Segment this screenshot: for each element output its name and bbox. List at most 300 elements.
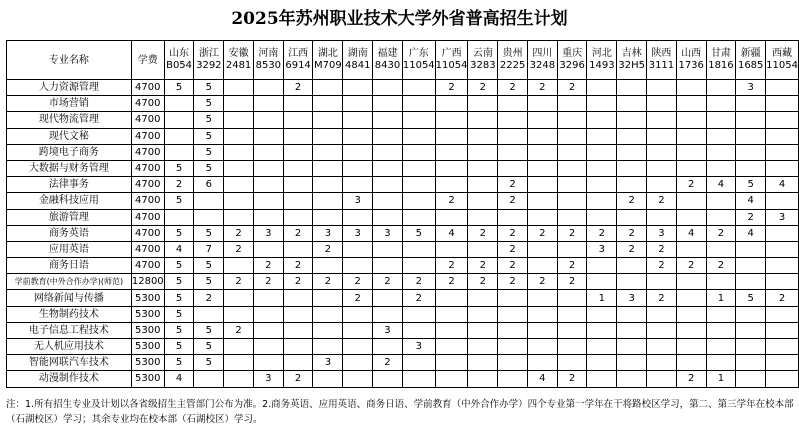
quota-cell — [647, 177, 677, 193]
quota-cell — [617, 128, 647, 144]
quota-cell — [557, 355, 587, 371]
quota-cell: 5 — [194, 339, 224, 355]
quota-cell — [283, 96, 313, 112]
quota-cell — [402, 193, 435, 209]
quota-cell — [283, 144, 313, 160]
tuition-fee: 5300 — [131, 306, 164, 322]
quota-cell — [557, 241, 587, 257]
quota-cell: 4 — [164, 241, 194, 257]
province-name: 贵州 — [502, 48, 523, 59]
quota-cell: 5 — [194, 80, 224, 96]
tuition-fee: 4700 — [131, 241, 164, 257]
quota-cell — [343, 144, 373, 160]
province-name: 山东 — [169, 48, 190, 59]
quota-cell — [766, 355, 799, 371]
quota-cell — [343, 112, 373, 128]
province-name: 湖南 — [347, 48, 368, 59]
quota-cell — [527, 339, 557, 355]
quota-cell — [676, 355, 706, 371]
province-name: 河北 — [591, 48, 612, 59]
table-header-row — [7, 41, 799, 80]
table-row — [7, 144, 799, 160]
quota-cell: 3 — [373, 322, 403, 338]
quota-cell — [736, 128, 766, 144]
quota-cell — [253, 241, 283, 257]
header-province — [224, 41, 254, 80]
quota-cell — [736, 274, 766, 290]
province-name: 广西 — [441, 48, 462, 59]
major-name: 现代物流管理 — [7, 112, 132, 128]
quota-cell: 2 — [766, 290, 799, 306]
quota-cell — [343, 258, 373, 274]
province-name: 湖北 — [317, 48, 338, 59]
quota-cell — [402, 322, 435, 338]
major-name: 市场营销 — [7, 96, 132, 112]
major-name: 旅游管理 — [7, 209, 132, 225]
quota-cell — [706, 80, 736, 96]
quota-cell: 7 — [194, 241, 224, 257]
quota-cell — [706, 322, 736, 338]
quota-cell — [706, 209, 736, 225]
quota-cell: 2 — [736, 209, 766, 225]
header-province — [313, 41, 343, 80]
header-province — [283, 41, 313, 80]
quota-cell — [343, 160, 373, 176]
quota-cell — [647, 128, 677, 144]
quota-cell: 2 — [676, 258, 706, 274]
quota-cell — [527, 193, 557, 209]
quota-cell: 5 — [164, 339, 194, 355]
quota-cell: 2 — [402, 274, 435, 290]
quota-cell — [373, 96, 403, 112]
quota-cell — [402, 144, 435, 160]
quota-cell — [468, 177, 498, 193]
quota-cell — [468, 144, 498, 160]
quota-cell — [435, 306, 468, 322]
quota-cell: 3 — [617, 290, 647, 306]
major-name: 法律事务 — [7, 177, 132, 193]
quota-cell — [527, 306, 557, 322]
quota-cell — [224, 355, 254, 371]
header-province — [498, 41, 528, 80]
table-row — [7, 160, 799, 176]
quota-cell — [587, 355, 617, 371]
tuition-fee: 5300 — [131, 355, 164, 371]
quota-cell — [766, 193, 799, 209]
quota-cell — [402, 258, 435, 274]
tuition-fee: 5300 — [131, 371, 164, 387]
quota-cell — [766, 274, 799, 290]
quota-cell: 2 — [647, 258, 677, 274]
quota-cell — [283, 209, 313, 225]
province-code: 3248 — [529, 60, 556, 71]
quota-cell — [587, 306, 617, 322]
header-province — [468, 41, 498, 80]
table-row — [7, 225, 799, 241]
quota-cell: 2 — [647, 241, 677, 257]
province-code: 8530 — [255, 60, 282, 71]
quota-cell — [557, 290, 587, 306]
quota-cell — [164, 209, 194, 225]
table-row — [7, 177, 799, 193]
quota-cell — [373, 306, 403, 322]
quota-cell — [468, 306, 498, 322]
quota-cell: 2 — [527, 80, 557, 96]
quota-cell — [283, 339, 313, 355]
quota-cell — [224, 160, 254, 176]
quota-cell — [402, 160, 435, 176]
header-province — [617, 41, 647, 80]
quota-cell: 2 — [253, 274, 283, 290]
quota-cell — [736, 96, 766, 112]
quota-cell — [498, 144, 528, 160]
table-row — [7, 128, 799, 144]
province-name: 河南 — [258, 48, 279, 59]
quota-cell — [253, 112, 283, 128]
quota-cell — [617, 209, 647, 225]
quota-cell: 2 — [468, 225, 498, 241]
quota-cell: 3 — [402, 339, 435, 355]
province-code: 1736 — [678, 60, 704, 71]
quota-cell — [617, 144, 647, 160]
quota-cell — [557, 322, 587, 338]
quota-cell: 5 — [164, 322, 194, 338]
quota-cell — [343, 128, 373, 144]
table-row — [7, 96, 799, 112]
quota-cell — [557, 160, 587, 176]
quota-cell — [435, 339, 468, 355]
quota-cell — [766, 306, 799, 322]
quota-cell — [676, 80, 706, 96]
quota-cell — [587, 322, 617, 338]
quota-cell — [313, 177, 343, 193]
quota-cell — [647, 209, 677, 225]
quota-cell — [253, 144, 283, 160]
quota-cell — [402, 355, 435, 371]
quota-cell — [164, 96, 194, 112]
quota-cell — [373, 177, 403, 193]
header-major: 专业名称 — [7, 41, 132, 80]
quota-cell — [224, 306, 254, 322]
quota-cell: 5 — [194, 160, 224, 176]
quota-cell: 2 — [194, 290, 224, 306]
major-name: 人力资源管理 — [7, 80, 132, 96]
tuition-fee: 4700 — [131, 80, 164, 96]
quota-cell — [402, 112, 435, 128]
header-province — [435, 41, 468, 80]
quota-cell — [253, 290, 283, 306]
quota-cell — [617, 371, 647, 387]
province-code: 3292 — [196, 60, 222, 71]
quota-cell — [617, 339, 647, 355]
quota-cell: 2 — [527, 274, 557, 290]
quota-cell — [527, 128, 557, 144]
quota-cell: 3 — [766, 209, 799, 225]
quota-cell: 2 — [224, 241, 254, 257]
quota-cell — [617, 306, 647, 322]
quota-cell — [766, 241, 799, 257]
quota-cell: 3 — [736, 80, 766, 96]
quota-cell: 3 — [313, 355, 343, 371]
province-code: 32H5 — [618, 60, 645, 71]
quota-cell — [224, 209, 254, 225]
quota-cell — [283, 306, 313, 322]
quota-cell: 2 — [224, 274, 254, 290]
quota-cell — [435, 160, 468, 176]
quota-cell — [373, 241, 403, 257]
quota-cell — [343, 306, 373, 322]
province-code: 11054 — [435, 60, 468, 71]
quota-cell — [343, 209, 373, 225]
quota-cell — [676, 144, 706, 160]
quota-cell — [527, 144, 557, 160]
quota-cell: 3 — [647, 225, 677, 241]
quota-cell — [557, 177, 587, 193]
quota-cell — [617, 258, 647, 274]
quota-cell — [253, 193, 283, 209]
quota-cell: 2 — [498, 258, 528, 274]
quota-cell — [557, 193, 587, 209]
province-code: 1816 — [708, 60, 734, 71]
province-code: 11054 — [402, 60, 435, 71]
quota-cell: 5 — [164, 160, 194, 176]
quota-cell — [253, 160, 283, 176]
quota-cell — [224, 371, 254, 387]
quota-cell — [313, 306, 343, 322]
quota-cell — [706, 306, 736, 322]
major-name: 应用英语 — [7, 241, 132, 257]
quota-cell: 2 — [373, 274, 403, 290]
quota-cell — [676, 306, 706, 322]
quota-cell — [253, 128, 283, 144]
quota-cell: 5 — [164, 274, 194, 290]
province-name: 安徽 — [228, 48, 249, 59]
province-name: 福建 — [377, 48, 398, 59]
quota-cell: 2 — [706, 258, 736, 274]
quota-cell: 1 — [587, 290, 617, 306]
quota-cell — [468, 355, 498, 371]
quota-cell: 5 — [164, 290, 194, 306]
quota-cell — [435, 112, 468, 128]
quota-cell — [253, 96, 283, 112]
quota-cell — [313, 80, 343, 96]
quota-cell — [435, 128, 468, 144]
quota-cell — [498, 322, 528, 338]
quota-cell: 2 — [498, 177, 528, 193]
quota-cell: 2 — [617, 193, 647, 209]
quota-cell — [587, 193, 617, 209]
quota-cell — [498, 306, 528, 322]
quota-cell — [617, 112, 647, 128]
quota-cell: 5 — [194, 322, 224, 338]
quota-cell: 2 — [647, 290, 677, 306]
quota-cell — [706, 144, 736, 160]
major-name: 无人机应用技术 — [7, 339, 132, 355]
quota-cell: 5 — [736, 290, 766, 306]
quota-cell: 3 — [313, 225, 343, 241]
quota-cell — [647, 160, 677, 176]
quota-cell — [283, 160, 313, 176]
quota-cell — [468, 209, 498, 225]
quota-cell — [435, 355, 468, 371]
quota-cell — [468, 193, 498, 209]
quota-cell — [527, 322, 557, 338]
quota-cell — [194, 371, 224, 387]
quota-cell — [676, 339, 706, 355]
quota-cell: 5 — [194, 274, 224, 290]
quota-cell — [164, 112, 194, 128]
quota-cell — [343, 80, 373, 96]
quota-cell — [736, 322, 766, 338]
quota-cell — [373, 209, 403, 225]
header-fee: 学费 — [131, 41, 164, 80]
quota-cell — [194, 306, 224, 322]
quota-cell — [587, 339, 617, 355]
quota-cell — [194, 209, 224, 225]
quota-cell — [706, 241, 736, 257]
quota-cell — [468, 290, 498, 306]
quota-cell — [283, 241, 313, 257]
quota-cell — [647, 112, 677, 128]
quota-cell: 5 — [164, 225, 194, 241]
quota-cell — [766, 225, 799, 241]
tuition-fee: 5300 — [131, 290, 164, 306]
quota-cell — [253, 306, 283, 322]
quota-cell — [435, 371, 468, 387]
quota-cell — [343, 241, 373, 257]
quota-cell: 2 — [283, 225, 313, 241]
province-code: B054 — [166, 60, 193, 71]
quota-cell — [224, 96, 254, 112]
header-province — [343, 41, 373, 80]
quota-cell: 2 — [617, 225, 647, 241]
quota-cell: 5 — [194, 258, 224, 274]
quota-cell: 2 — [498, 225, 528, 241]
table-row — [7, 322, 799, 338]
tuition-fee: 4700 — [131, 160, 164, 176]
tuition-fee: 4700 — [131, 177, 164, 193]
table-row — [7, 371, 799, 387]
quota-cell — [557, 128, 587, 144]
quota-cell — [706, 128, 736, 144]
table-row — [7, 209, 799, 225]
quota-cell — [676, 112, 706, 128]
quota-cell — [468, 160, 498, 176]
quota-cell — [647, 355, 677, 371]
quota-cell — [373, 193, 403, 209]
quota-cell: 2 — [498, 193, 528, 209]
quota-cell — [498, 355, 528, 371]
quota-cell — [706, 355, 736, 371]
quota-cell: 2 — [676, 177, 706, 193]
quota-cell: 2 — [435, 193, 468, 209]
header-province — [253, 41, 283, 80]
tuition-fee: 4700 — [131, 225, 164, 241]
quota-cell — [676, 160, 706, 176]
quota-cell — [736, 112, 766, 128]
quota-cell — [498, 128, 528, 144]
quota-cell — [527, 112, 557, 128]
footnote: 注：1.所有招生专业及计划以各省级招生主管部门公布为准。2.商务英语、应用英语、商务日语、学前教育（中外合作办学）四个专业第一学年在干将路校区学习，第二、第三学年在校本部（石湖校区）学习；其余专业均在校本部（石湖校区）学习。 — [6, 399, 794, 425]
quota-cell — [527, 96, 557, 112]
quota-cell — [766, 144, 799, 160]
major-name: 商务日语 — [7, 258, 132, 274]
quota-cell — [706, 193, 736, 209]
quota-cell: 3 — [343, 225, 373, 241]
quota-cell — [435, 144, 468, 160]
quota-cell — [676, 322, 706, 338]
quota-cell: 2 — [435, 80, 468, 96]
major-name: 跨境电子商务 — [7, 144, 132, 160]
quota-cell — [676, 96, 706, 112]
tuition-fee: 4700 — [131, 112, 164, 128]
quota-cell — [283, 290, 313, 306]
quota-cell — [343, 322, 373, 338]
header-province — [736, 41, 766, 80]
quota-cell — [468, 322, 498, 338]
quota-cell — [468, 112, 498, 128]
quota-cell — [435, 322, 468, 338]
quota-cell: 2 — [435, 274, 468, 290]
tuition-fee: 4700 — [131, 193, 164, 209]
quota-cell — [587, 371, 617, 387]
major-name: 金融科技应用 — [7, 193, 132, 209]
quota-cell — [343, 177, 373, 193]
quota-cell — [283, 193, 313, 209]
quota-cell — [557, 144, 587, 160]
quota-cell — [498, 112, 528, 128]
quota-cell — [527, 290, 557, 306]
quota-cell — [736, 371, 766, 387]
quota-cell: 5 — [194, 96, 224, 112]
quota-cell — [402, 177, 435, 193]
quota-cell — [587, 177, 617, 193]
quota-cell: 2 — [468, 274, 498, 290]
quota-cell — [587, 274, 617, 290]
province-code: 8430 — [374, 60, 401, 71]
quota-cell: 5 — [164, 355, 194, 371]
quota-cell: 5 — [402, 225, 435, 241]
quota-cell — [498, 371, 528, 387]
quota-cell — [468, 128, 498, 144]
quota-cell — [224, 258, 254, 274]
header-province — [164, 41, 194, 80]
quota-cell: 2 — [557, 80, 587, 96]
province-name: 江西 — [288, 48, 309, 59]
quota-cell: 2 — [498, 274, 528, 290]
quota-cell — [647, 96, 677, 112]
header-province — [373, 41, 403, 80]
quota-cell — [194, 193, 224, 209]
quota-cell — [283, 112, 313, 128]
quota-cell — [402, 128, 435, 144]
table-row — [7, 274, 799, 290]
table-row — [7, 112, 799, 128]
province-name: 云南 — [472, 48, 493, 59]
tuition-fee: 12800 — [131, 274, 164, 290]
major-name: 生物制药技术 — [7, 306, 132, 322]
quota-cell — [498, 160, 528, 176]
quota-cell — [343, 339, 373, 355]
province-code: 3111 — [648, 60, 675, 71]
quota-cell — [527, 160, 557, 176]
quota-cell: 5 — [194, 225, 224, 241]
quota-cell — [617, 96, 647, 112]
quota-cell — [766, 112, 799, 128]
quota-cell: 2 — [224, 322, 254, 338]
quota-cell: 3 — [373, 225, 403, 241]
tuition-fee: 4700 — [131, 96, 164, 112]
